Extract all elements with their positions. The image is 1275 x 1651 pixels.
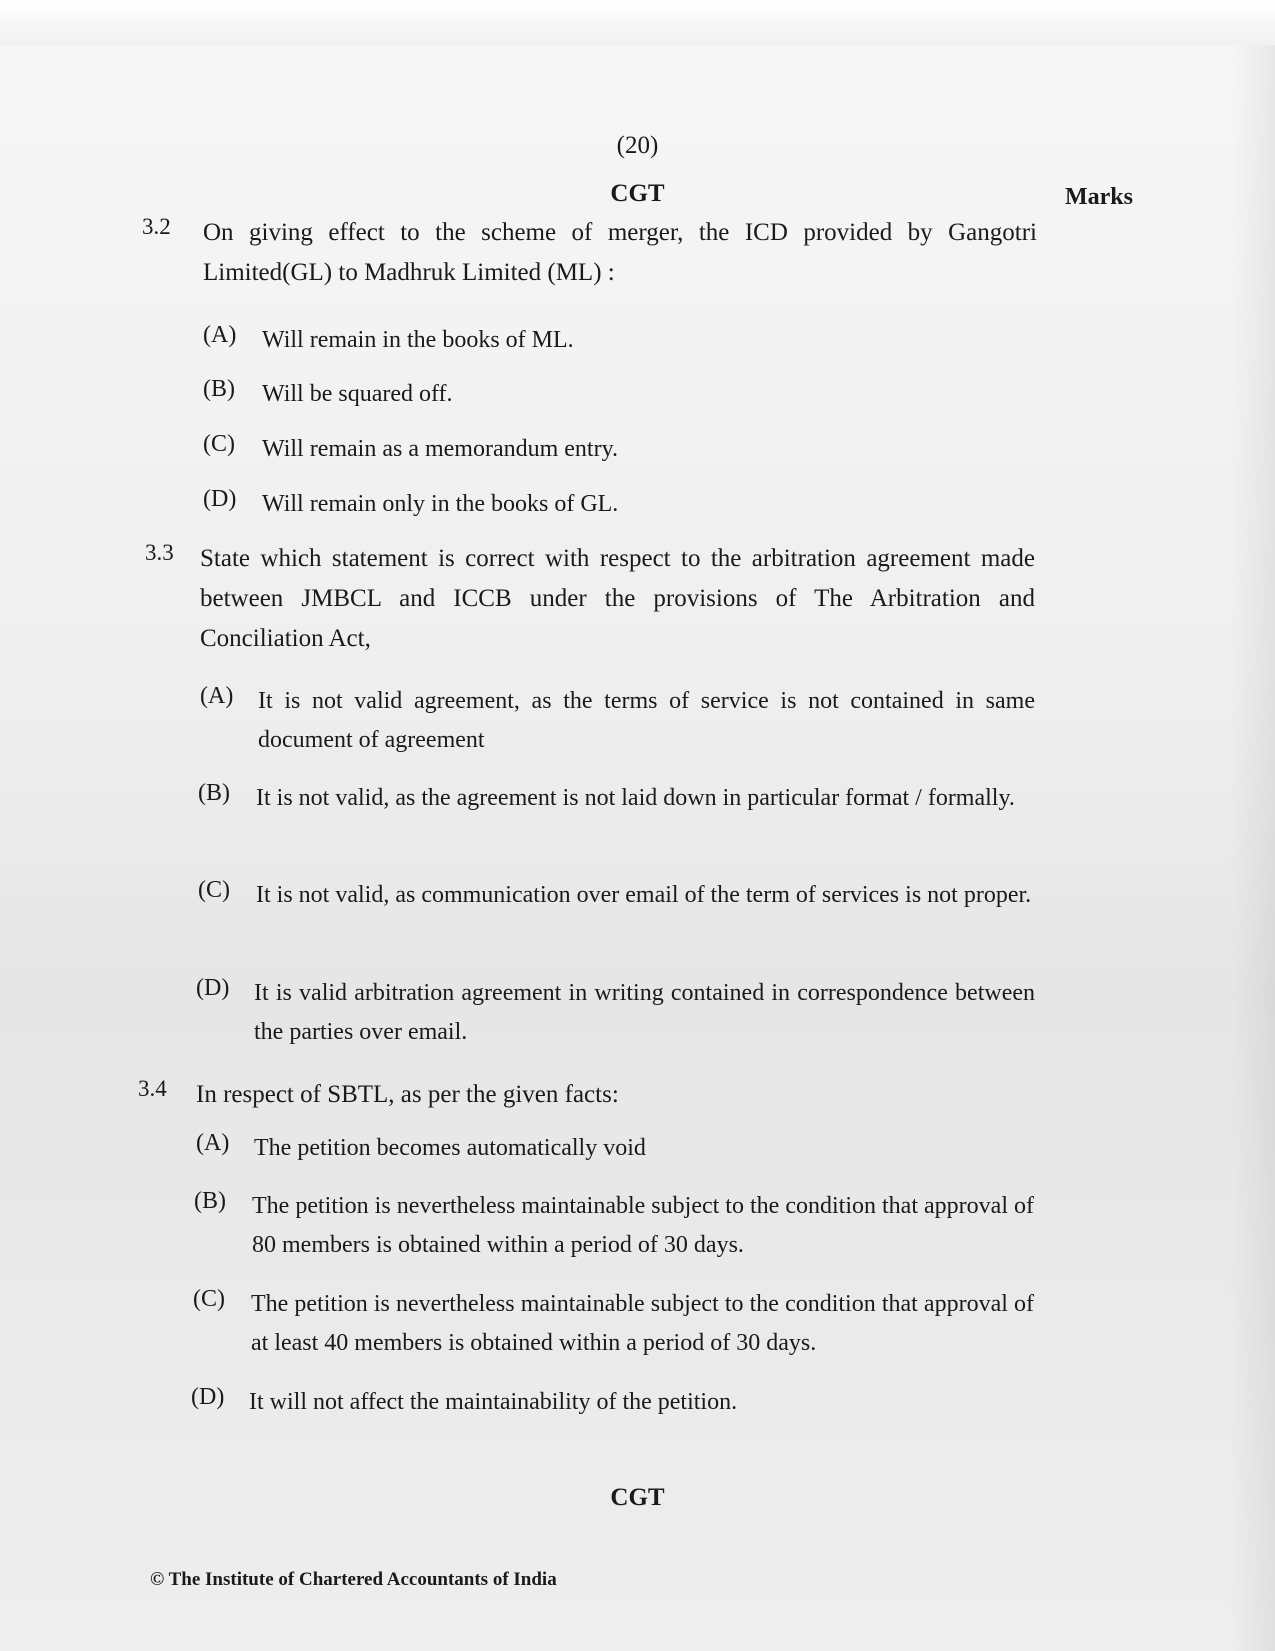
option-letter: (B) [198, 780, 230, 806]
question-text-3-3: State which statement is correct with respect to the arbitration agreement made between JMBCL and ICCB under the provisions of The Arbitration and Conciliation Act, [200, 545, 1035, 652]
option-letter: (D) [196, 975, 230, 1001]
option-letter: (C) [193, 1286, 225, 1312]
option-text: Will be squared off. [262, 381, 453, 407]
option-letter: (C) [198, 877, 230, 903]
option-letter: (D) [203, 486, 237, 512]
option-text: Will remain only in the books of GL. [262, 491, 619, 517]
option-letter: (A) [203, 322, 237, 348]
copyright-notice: © The Institute of Chartered Accountants of India [150, 1569, 557, 1590]
option-text: It is not valid, as the agreement is not laid down in particular format / formally. [256, 785, 1015, 811]
option-letter: (C) [203, 431, 235, 457]
option-letter: (B) [203, 376, 235, 402]
option-text: It is not valid agreement, as the terms of service is not contained in same document of agreement [258, 688, 1035, 753]
option-text: The petition is nevertheless maintainable subject to the condition that approval of 80 members is obtained within a period of 30 days. [252, 1193, 1034, 1258]
option-letter: (A) [196, 1130, 230, 1156]
option-text: The petition is nevertheless maintainable subject to the condition that approval of at least 40 members is obtained within a period of 30 days. [251, 1291, 1034, 1356]
option-text: It will not affect the maintainability of the petition. [249, 1389, 738, 1415]
option-letter: (B) [194, 1188, 226, 1214]
question-number-3-2: 3.2 [142, 214, 171, 239]
question-number-3-3: 3.3 [145, 540, 174, 565]
right-scan-edge [1230, 45, 1275, 1651]
top-scan-edge [0, 0, 1275, 45]
option-letter: (D) [191, 1384, 225, 1410]
marks-column-label: Marks [1065, 184, 1133, 210]
subject-code-footer: CGT [610, 1484, 665, 1511]
option-text: Will remain in the books of ML. [262, 327, 574, 353]
question-text-3-2: On giving effect to the scheme of merger, the ICD provided by Gangotri Limited(GL) to Madhruk Limited (ML) : [203, 219, 1037, 286]
question-number-3-4: 3.4 [138, 1076, 167, 1101]
subject-code-header: CGT [610, 180, 665, 207]
option-text: It is valid arbitration agreement in writing contained in correspondence between the parties over email. [254, 980, 1035, 1045]
question-text-3-4: In respect of SBTL, as per the given facts: [196, 1081, 619, 1108]
option-text: The petition becomes automatically void [254, 1135, 646, 1161]
page-number: (20) [616, 132, 659, 159]
option-letter: (A) [200, 683, 234, 709]
option-text: Will remain as a memorandum entry. [262, 436, 619, 462]
option-text: It is not valid, as communication over email of the term of services is not proper. [256, 882, 1032, 908]
